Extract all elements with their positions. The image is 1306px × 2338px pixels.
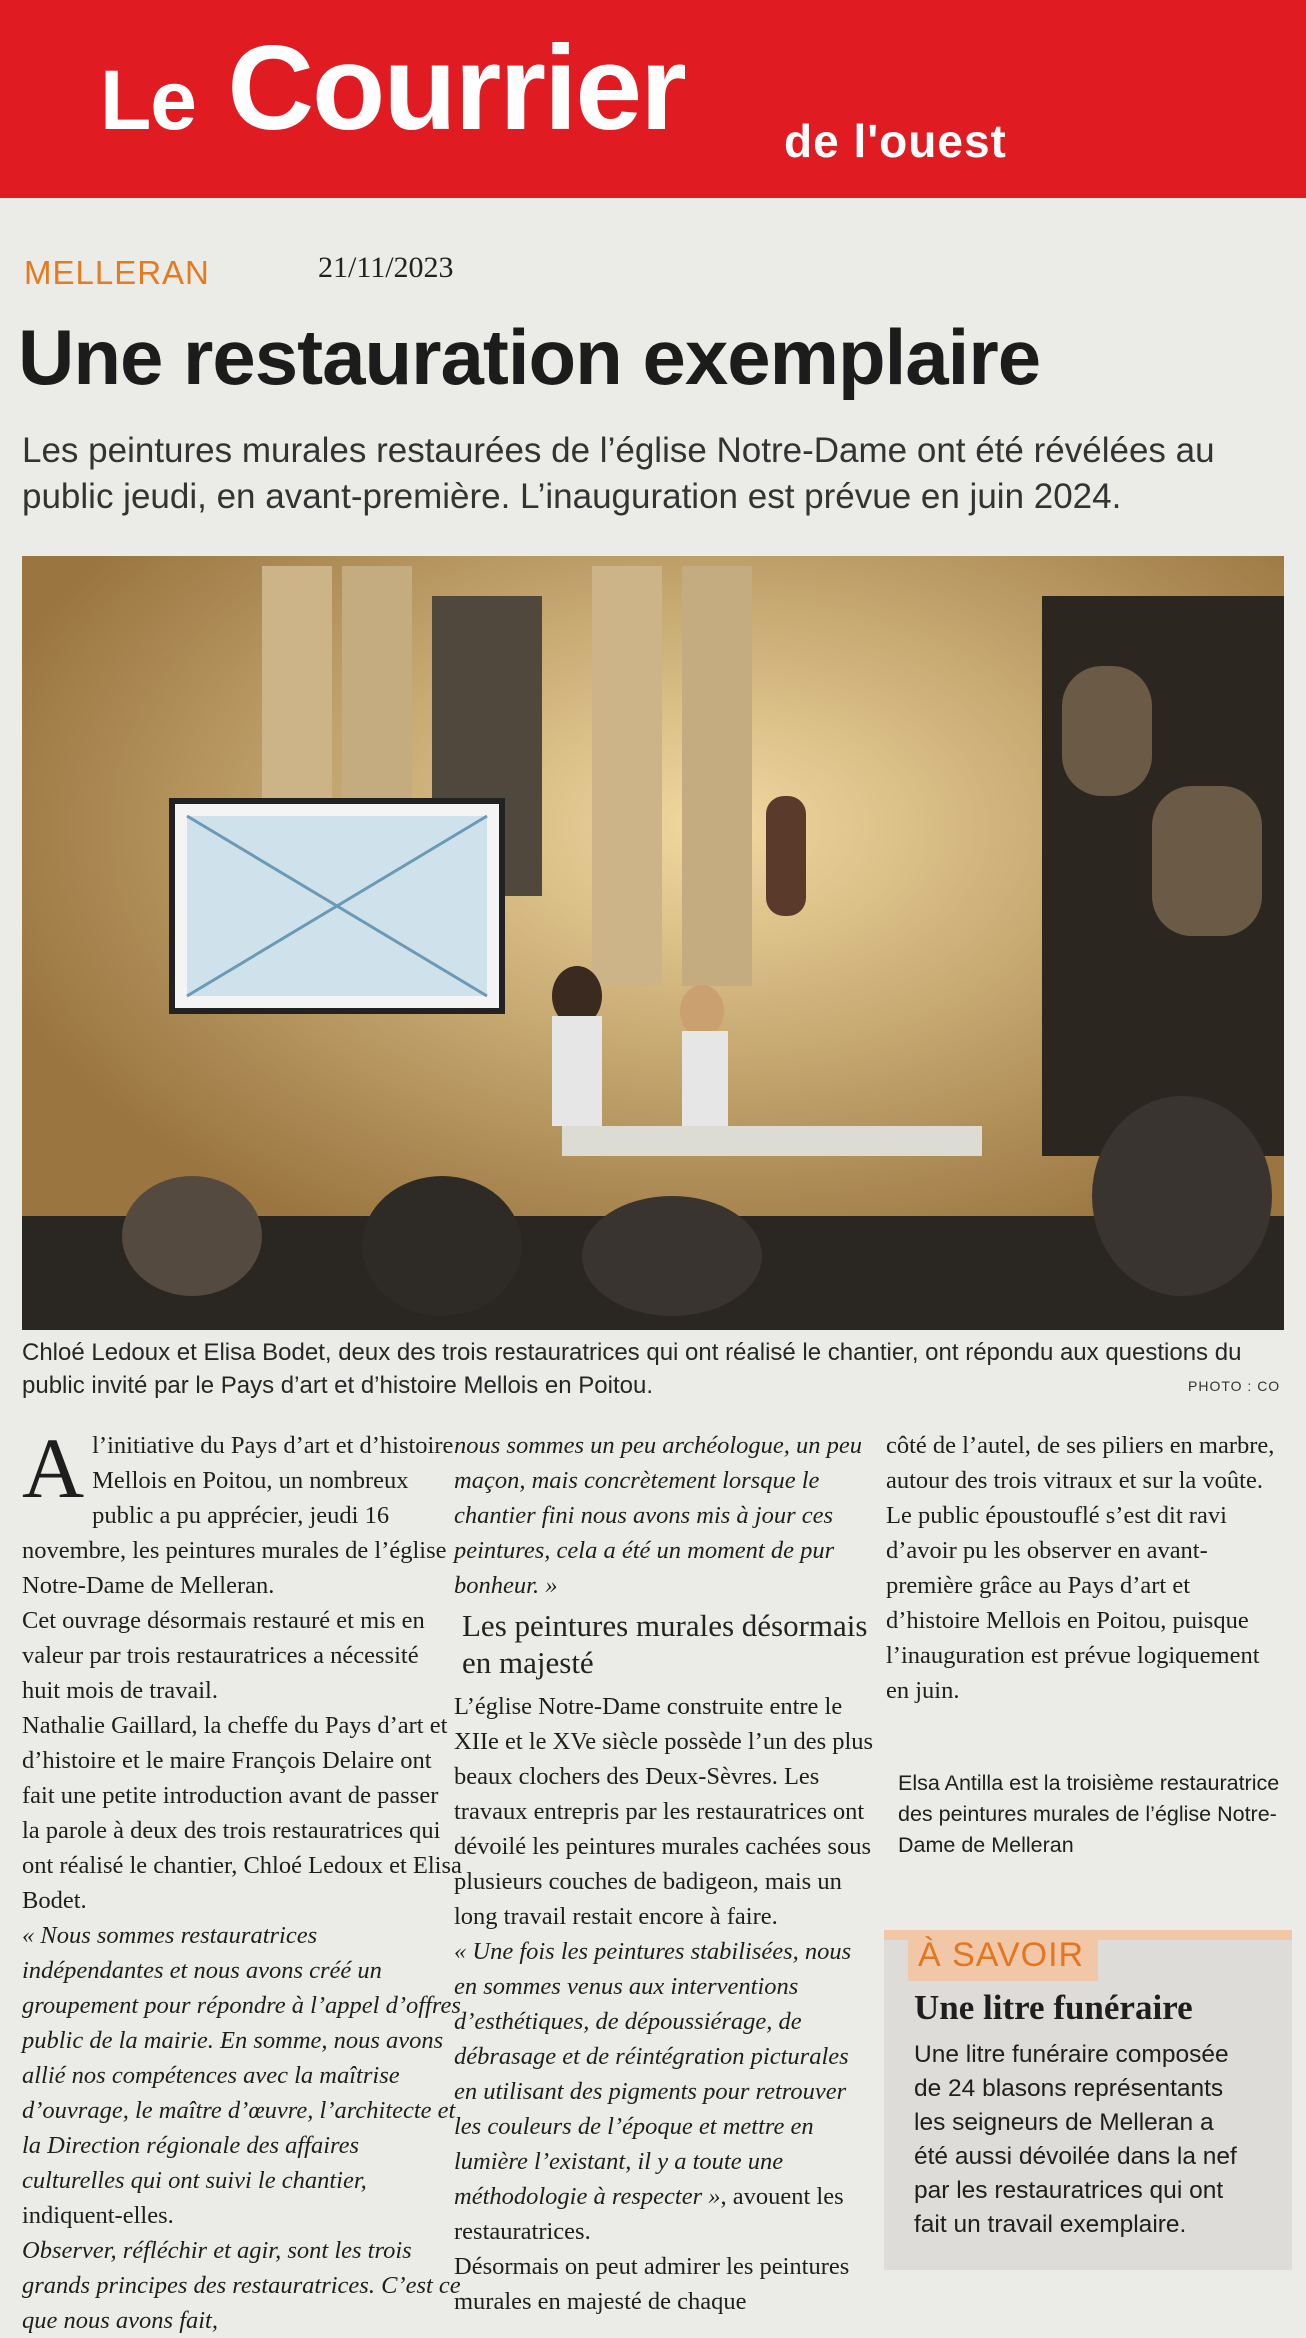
drop-cap: A bbox=[22, 1420, 85, 1516]
headline: Une restauration exemplaire bbox=[18, 313, 1041, 401]
paragraph: côté de l’autel, de ses piliers en marbre, autour des trois vitraux et sur la voûte. bbox=[886, 1432, 1275, 1494]
section-label: MELLERAN bbox=[24, 254, 210, 291]
subheading: Les peintures murales désormais en majesté bbox=[462, 1608, 868, 1680]
info-box-text: Une litre funéraire composée de 24 blasons représentants les seigneurs de Melleran a été aussi dévoilée dans la nef par les restauratrices qui ont fait un travail exemplaire. bbox=[914, 2041, 1237, 2238]
aside-caption: Elsa Antilla est la troisième restauratrice des peintures murales de l’église Notre-Dame de Melleran bbox=[898, 1771, 1280, 1857]
article-column-1 bbox=[22, 1420, 462, 2338]
quote-paragraph: « Une fois les peintures stabilisées, nous en sommes venus aux interventions d’esthétiques, de dépoussiérage, de débrasage et de réintégration picturales en utilisant des pigments pour retrouver les couleurs de l’époque et mettre en lumière l’existant, il y a toute une méthodologie à respecter », avouent les restauratrices. bbox=[454, 1938, 852, 2245]
paragraph: Nathalie Gaillard, la cheffe du Pays d’art et d’histoire et le maire François Delaire ont fait une petite introduction avant de passer la parole à deux des trois restauratrices qui ont réalisé le chantier, Chloé Ledoux et Elisa Bodet. bbox=[22, 1712, 462, 1914]
paragraph: Cet ouvrage désormais restauré et mis en valeur par trois restauratrices a nécessité huit mois de travail. bbox=[22, 1607, 425, 1704]
newspaper-logo-subtitle: de l'ouest bbox=[784, 115, 1007, 167]
lede: Les peintures murales restaurées de l’église Notre-Dame ont été révélées au public jeudi, en avant-première. L’inauguration est prévue en juin 2024. bbox=[22, 431, 1215, 516]
article-date: 21/11/2023 bbox=[318, 251, 454, 284]
newspaper-logo: Le Courrier bbox=[100, 21, 685, 155]
paragraph: Al’initiative du Pays d’art et d’histoire Mellois en Poitou, un nombreux public a pu apprécier, jeudi 16 novembre, les peintures murales de l’église Notre-Dame de Melleran. bbox=[22, 1420, 454, 1599]
info-box-title: Une litre funéraire bbox=[914, 1988, 1193, 2027]
church-interior-illustration bbox=[22, 556, 1284, 1330]
church-photo bbox=[22, 556, 1284, 1330]
photo-caption: Chloé Ledoux et Elisa Bodet, deux des trois restauratrices qui ont réalisé le chantier, ont répondu aux questions du public invité par le Pays d’art et d’histoire Mellois en Poitou. bbox=[22, 1339, 1242, 1399]
paragraph: Désormais on peut admirer les peintures murales en majesté de chaque bbox=[454, 2253, 850, 2315]
photo-credit: PHOTO : CO bbox=[1188, 1378, 1281, 1394]
info-box bbox=[884, 1930, 1292, 2270]
paragraph: L’église Notre-Dame construite entre le XIIe et le XVe siècle possède l’un des plus beaux clochers des Deux-Sèvres. Les travaux entrepris par les restauratrices ont dévoilé les peintures murales cachées sous plusieurs couches de badigeon, mais un long travail restait encore à faire. bbox=[454, 1693, 874, 1930]
paragraph: Le public époustouflé s’est dit ravi d’avoir pu les observer en avant-première grâce au Pays d’art et d’histoire Mellois en Poitou, puisque l’inauguration est prévue logiquement en juin. bbox=[886, 1502, 1260, 1704]
info-box-label: À SAVOIR bbox=[908, 1934, 1098, 1981]
quote-paragraph: « Nous sommes restauratrices indépendantes et nous avons créé un groupement pour répondre à l’appel d’offres public de la mairie. En somme, nous avons allié nos compétences avec la maîtrise d’ouvrage, le maître d’œuvre, l’architecte et la Direction régionale des affaires culturelles qui ont suivi le chantier, indiquent-elles. bbox=[22, 1922, 461, 2229]
quote-paragraph: Observer, réfléchir et agir, sont les trois grands principes des restauratrices. C’est ce que nous avons fait, bbox=[22, 2237, 461, 2334]
quote-paragraph: nous sommes un peu archéologue, un peu maçon, mais concrètement lorsque le chantier fini nous avons mis à jour ces peintures, cela a été un moment de pur bonheur. » bbox=[454, 1432, 863, 1599]
article-column-2 bbox=[454, 1428, 874, 2319]
masthead bbox=[0, 0, 1306, 198]
article-column-3 bbox=[886, 1428, 1286, 1708]
